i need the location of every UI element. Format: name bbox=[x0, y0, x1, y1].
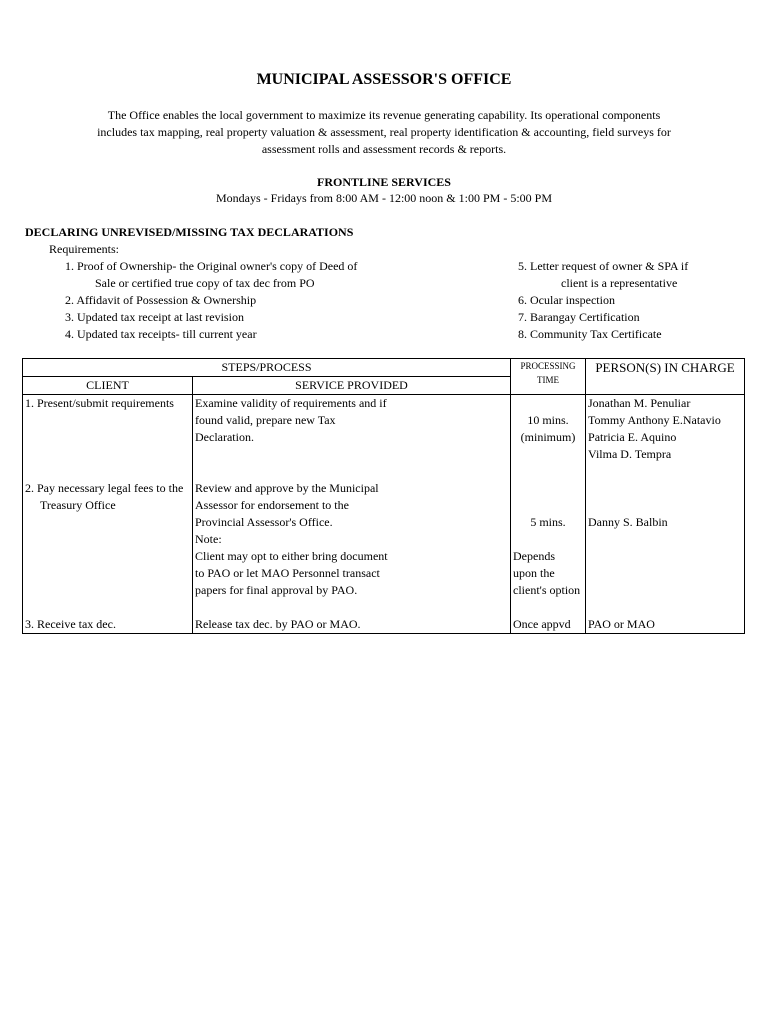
cell-line: 3. Receive tax dec. bbox=[25, 617, 116, 631]
cell-line: 10 mins. bbox=[527, 413, 569, 427]
cell-line bbox=[195, 463, 508, 480]
cell-line: 1. Present/submit requirements bbox=[25, 396, 174, 410]
time-cell bbox=[511, 463, 586, 599]
cell-line bbox=[588, 582, 742, 599]
cell-line bbox=[25, 565, 190, 582]
cell-line bbox=[588, 565, 742, 582]
time-cell bbox=[511, 599, 586, 634]
client-cell bbox=[23, 463, 193, 599]
client-header: CLIENT bbox=[23, 377, 193, 395]
section-title: DECLARING UNREVISED/MISSING TAX DECLARATIONS bbox=[25, 225, 354, 239]
cell-line: Note: bbox=[195, 532, 222, 546]
cell-line bbox=[25, 599, 190, 616]
cell-line: Review and approve by the Municipal bbox=[195, 481, 379, 495]
steps-process-header: STEPS/PROCESS bbox=[23, 359, 511, 377]
requirement-item: 7. Barangay Certification bbox=[518, 310, 640, 324]
client-cell bbox=[23, 599, 193, 634]
intro-paragraph bbox=[70, 107, 698, 158]
cell-line: 5 mins. bbox=[530, 515, 566, 529]
cell-line bbox=[513, 446, 583, 463]
cell-line: Client may opt to either bring document bbox=[195, 549, 388, 563]
requirements-label: Requirements: bbox=[49, 242, 119, 256]
frontline-title: FRONTLINE SERVICES bbox=[317, 175, 451, 189]
cell-line bbox=[513, 599, 583, 616]
cell-line: Depends bbox=[513, 549, 556, 563]
cell-line: (minimum) bbox=[520, 430, 576, 444]
cell-line: papers for final approval by PAO. bbox=[195, 583, 358, 597]
intro-line: includes tax mapping, real property valuation & assessment, real property identification & accounting, field surveys for bbox=[97, 125, 671, 139]
cell-line: found valid, prepare new Tax bbox=[195, 413, 336, 427]
cell-line bbox=[513, 497, 583, 514]
intro-line: The Office enables the local government to maximize its revenue generating capability. Its operational components bbox=[107, 108, 661, 122]
table-row bbox=[23, 463, 745, 599]
service-cell bbox=[193, 599, 511, 634]
requirement-item: 3. Updated tax receipt at last revision bbox=[65, 310, 244, 324]
table-row bbox=[23, 599, 745, 634]
cell-line bbox=[513, 531, 583, 548]
person-cell bbox=[586, 395, 745, 464]
table-row bbox=[23, 395, 745, 464]
cell-line bbox=[513, 480, 583, 497]
requirement-item: 6. Ocular inspection bbox=[518, 293, 615, 307]
cell-line bbox=[588, 548, 742, 565]
cell-line: PAO or MAO bbox=[588, 617, 655, 631]
requirement-item: 1. Proof of Ownership- the Original owner's copy of Deed of bbox=[65, 259, 358, 273]
frontline-hours: Mondays - Fridays from 8:00 AM - 12:00 noon & 1:00 PM - 5:00 PM bbox=[215, 191, 552, 205]
cell-line: upon the bbox=[513, 566, 555, 580]
time-cell bbox=[511, 395, 586, 464]
cell-line bbox=[513, 395, 583, 412]
cell-line bbox=[25, 548, 190, 565]
steps-table bbox=[22, 358, 745, 634]
cell-line: Treasury Office bbox=[40, 498, 116, 512]
cell-line bbox=[25, 582, 190, 599]
client-cell bbox=[23, 395, 193, 464]
cell-line: Vilma D. Tempra bbox=[588, 447, 672, 461]
service-cell bbox=[193, 463, 511, 599]
intro-line: assessment rolls and assessment records & reports. bbox=[261, 142, 507, 156]
requirement-item: client is a representative bbox=[561, 276, 678, 290]
service-provided-header: SERVICE PROVIDED bbox=[193, 377, 511, 395]
person-cell bbox=[586, 599, 745, 634]
requirement-item: 4. Updated tax receipts- till current year bbox=[65, 327, 257, 341]
cell-line: client's option bbox=[513, 583, 581, 597]
cell-line bbox=[195, 599, 508, 616]
cell-line: Release tax dec. by PAO or MAO. bbox=[195, 617, 361, 631]
cell-line bbox=[588, 599, 742, 616]
cell-line bbox=[25, 412, 190, 429]
cell-line bbox=[588, 463, 742, 480]
processing-time-header-line: PROCESSING bbox=[520, 361, 576, 371]
cell-line: Danny S. Balbin bbox=[588, 515, 668, 529]
processing-time-header-line: TIME bbox=[537, 375, 560, 385]
processing-time-header bbox=[511, 359, 586, 395]
cell-line: Examine validity of requirements and if bbox=[195, 396, 387, 410]
cell-line: to PAO or let MAO Personnel transact bbox=[195, 566, 380, 580]
persons-in-charge-header: PERSON(S) IN CHARGE bbox=[586, 359, 745, 395]
cell-line bbox=[588, 480, 742, 497]
cell-line: Assessor for endorsement to the bbox=[195, 498, 349, 512]
person-cell bbox=[586, 463, 745, 599]
cell-line: 2. Pay necessary legal fees to the bbox=[25, 481, 184, 495]
requirement-item: Sale or certified true copy of tax dec from PO bbox=[95, 276, 315, 290]
requirement-item: 2. Affidavit of Possession & Ownership bbox=[65, 293, 257, 307]
cell-line bbox=[25, 514, 190, 531]
cell-line: Patricia E. Aquino bbox=[588, 430, 677, 444]
requirement-item: 5. Letter request of owner & SPA if bbox=[518, 259, 689, 273]
page-title: MUNICIPAL ASSESSOR'S OFFICE bbox=[256, 71, 512, 88]
cell-line bbox=[588, 497, 742, 514]
cell-line: Jonathan M. Penuliar bbox=[588, 396, 691, 410]
cell-line bbox=[25, 446, 190, 463]
cell-line bbox=[25, 463, 190, 480]
cell-line: Declaration. bbox=[195, 430, 254, 444]
cell-line: Provincial Assessor's Office. bbox=[195, 515, 333, 529]
cell-line bbox=[195, 446, 508, 463]
service-cell bbox=[193, 395, 511, 464]
requirement-item: 8. Community Tax Certificate bbox=[518, 327, 662, 341]
cell-line: Once appvd bbox=[513, 617, 571, 631]
cell-line: Tommy Anthony E.Natavio bbox=[588, 413, 721, 427]
cell-line bbox=[25, 429, 190, 446]
cell-line bbox=[588, 531, 742, 548]
cell-line bbox=[25, 531, 190, 548]
cell-line bbox=[513, 463, 583, 480]
